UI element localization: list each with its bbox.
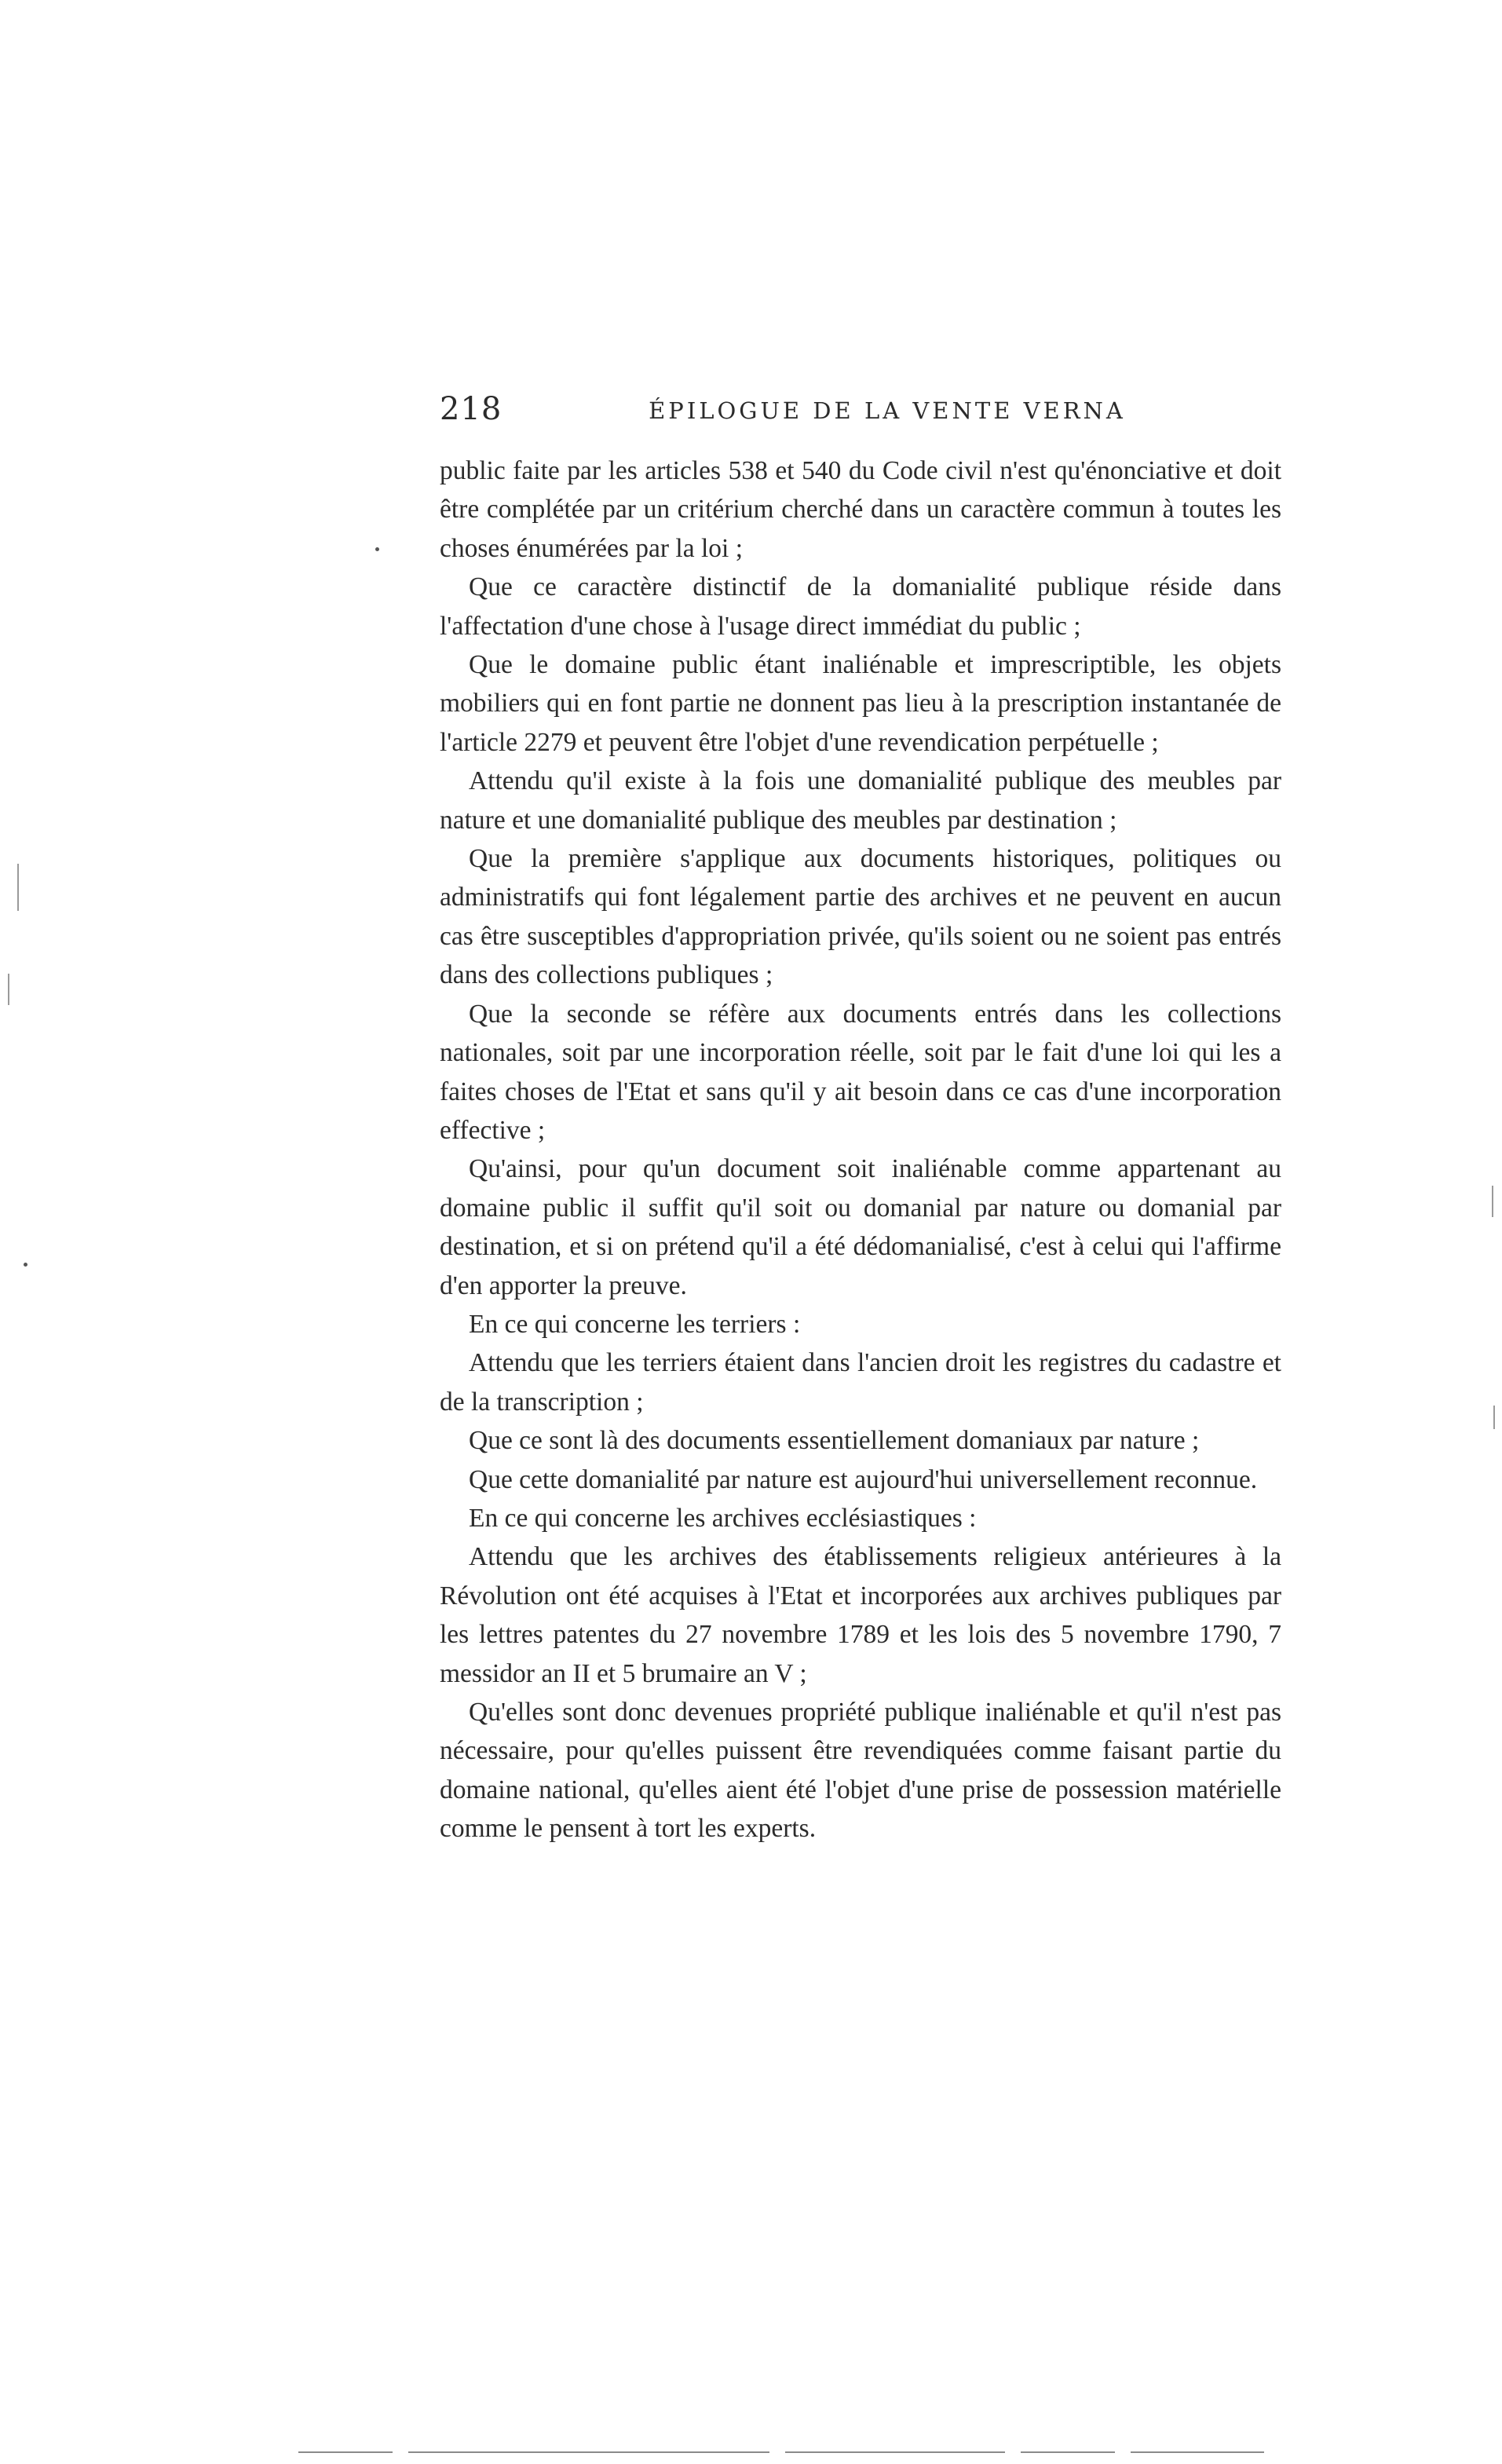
paragraph: Que la première s'applique aux documents historiques, politiques ou administratifs qui font légalement partie des archives et ne peuvent en aucun cas être susceptibles d'appropriation privée, qu'ils soient ou ne soient pas entrés dans des collections publiques ; <box>440 844 1281 990</box>
bottom-edge-rules <box>0 2451 1502 2455</box>
body-text <box>440 451 1281 1848</box>
running-head <box>440 391 1281 438</box>
scan-edge-mark <box>17 864 19 911</box>
paragraph: Qu'elles sont donc devenues propriété publique inaliénable et qu'il n'est pas nécessaire, pour qu'elles puissent être revendiquées comme faisant partie du domaine national, qu'elles aient été l'objet d'une prise de possession matérielle comme le pensent à tort les experts. <box>440 1698 1281 1844</box>
paragraph: Que ce sont là des documents essentiellement domaniaux par nature ; <box>469 1426 1200 1456</box>
paragraph: Attendu que les terriers étaient dans l'ancien droit les registres du cadastre et de la transcription ; <box>440 1348 1281 1417</box>
paragraph: Attendu que les archives des établissements religieux antérieures à la Révolution ont été acquises à l'Etat et incorporées aux archives publiques par les lettres patentes du 27 novembre 1789 et les lois des 5 novembre 1790, 7 messidor an II et 5 brumaire an V ; <box>440 1542 1281 1688</box>
scan-edge-mark <box>1492 1186 1493 1217</box>
page-number: 218 <box>440 391 502 427</box>
paragraph-continuation: public faite par les articles 538 et 540 du Code civil n'est qu'énonciative et doit être complétée par un critérium cherché dans un caractère commun à toutes les choses énumérées par la loi ; <box>440 456 1281 563</box>
scan-edge-mark <box>1493 1406 1495 1429</box>
scan-speck <box>24 1263 27 1267</box>
rule-segment <box>1131 2451 1264 2453</box>
rule-segment <box>1021 2451 1115 2453</box>
paragraph: Que cette domanialité par nature est aujourd'hui universellement reconnue. <box>469 1464 1258 1494</box>
paragraph: Que ce caractère distinctif de la domanialité publique réside dans l'affectation d'une chose à l'usage direct immédiat du public ; <box>440 572 1281 641</box>
paragraph: Que le domaine public étant inaliénable et imprescriptible, les objets mobiliers qui en font partie ne donnent pas lieu à la prescription instantanée de l'article 2279 et peuvent être l'objet d'une revendication perpétuelle ; <box>440 650 1281 757</box>
rule-segment <box>785 2451 1005 2453</box>
paragraph: Qu'ainsi, pour qu'un document soit inaliénable comme appartenant au domaine public il suffit qu'il soit ou domanial par nature ou domanial par destination, et si on prétend qu'il a été dédomanialisé, c'est à celui qui l'affirme d'en apporter la preuve. <box>440 1154 1281 1300</box>
running-title: ÉPILOGUE DE LA VENTE VERNA <box>649 397 1126 424</box>
paragraph: En ce qui concerne les terriers : <box>469 1309 801 1339</box>
rule-segment <box>408 2451 769 2453</box>
paragraph: En ce qui concerne les archives ecclésiastiques : <box>469 1503 977 1533</box>
paragraph: Attendu qu'il existe à la fois une domanialité publique des meubles par nature et une domanialité publique des meubles par destination ; <box>440 766 1281 835</box>
paragraph: Que la seconde se réfère aux documents entrés dans les collections nationales, soit par une incorporation réelle, soit par le fait d'une loi qui les a faites choses de l'Etat et sans qu'il y ait besoin dans ce cas d'une incorporation effective ; <box>440 999 1281 1145</box>
rule-segment <box>298 2451 393 2453</box>
scan-edge-mark <box>8 974 9 1005</box>
scan-speck <box>375 547 379 551</box>
